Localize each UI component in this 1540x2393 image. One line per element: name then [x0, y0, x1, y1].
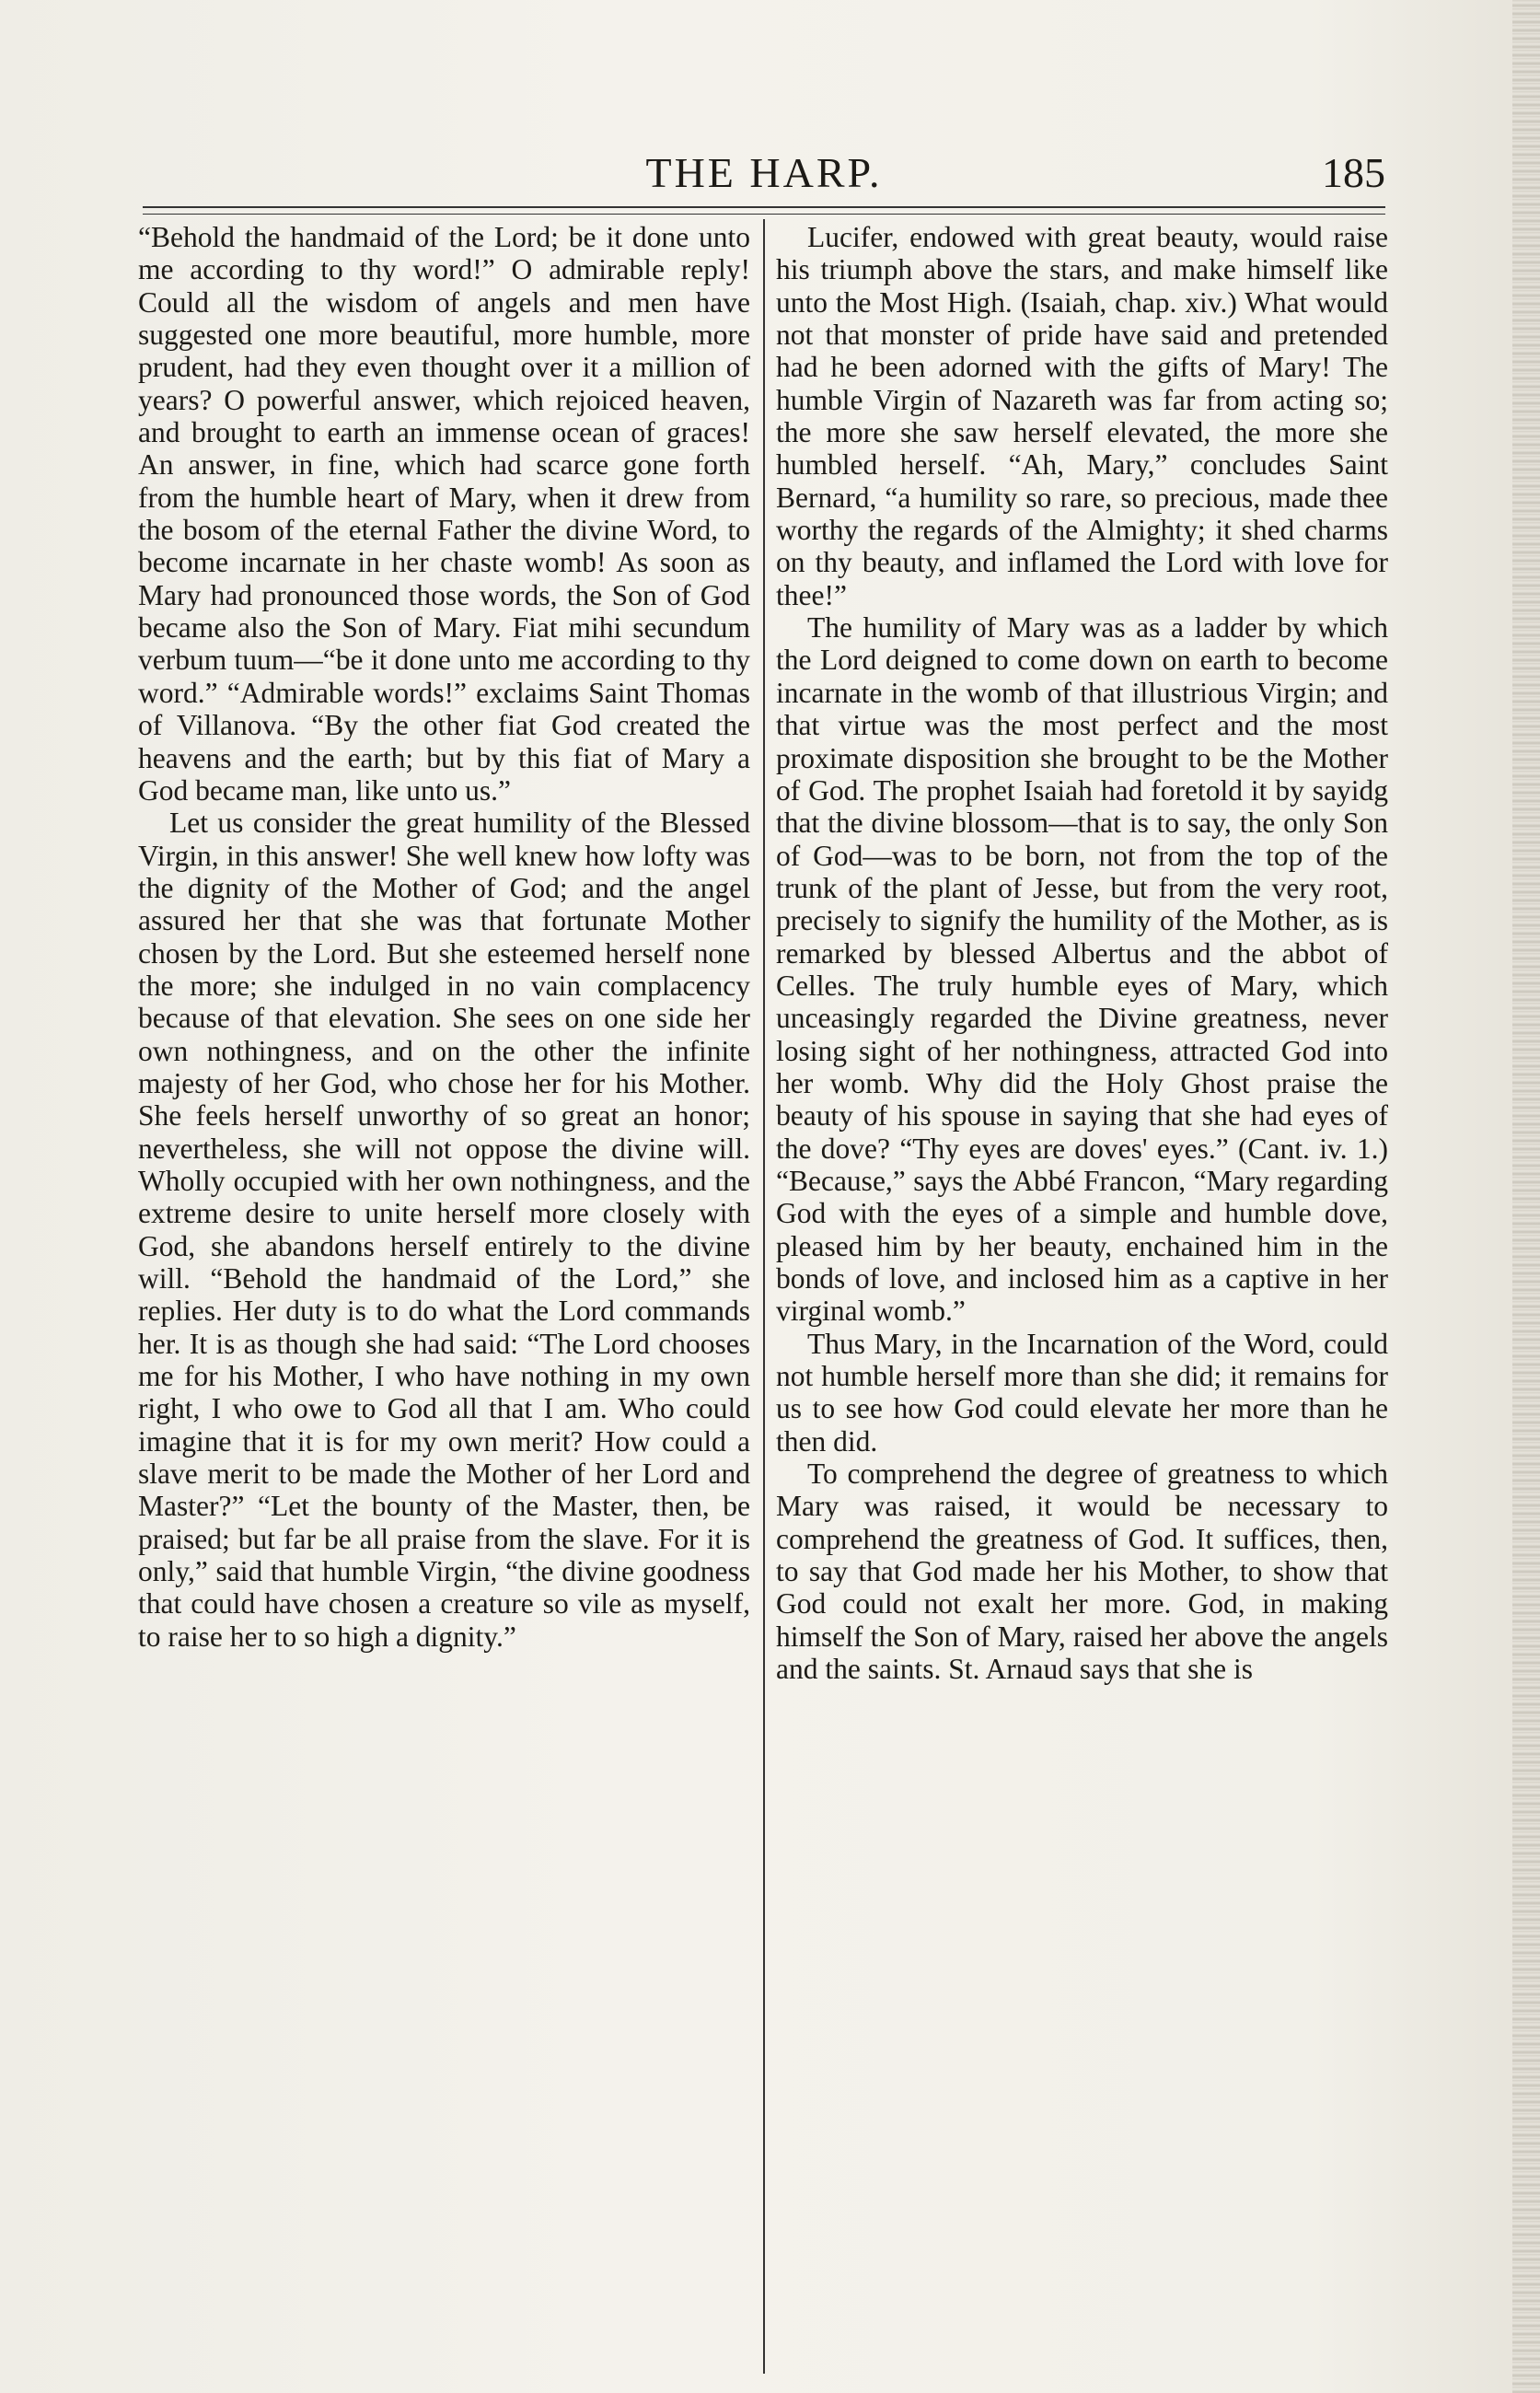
header-rule-thin	[143, 214, 1385, 215]
column-divider	[763, 219, 765, 2374]
paragraph: The humility of Mary was as a ladder by which the Lord deigned to come down on earth to become incarnate in the womb of that illustrious Virgin; and that virtue was the most perfect and the most proximate disposition she brought to be the Mother of God. The prophet Isaiah had foretold it by sayidg that the divine blossom—that is to say, the only Son of God—was to be born, not from the top of the trunk of the plant of Jesse, but from the very root, precisely to signify the humility of the Mother, as is remarked by blessed Albertus and the abbot of Celles. The truly humble eyes of Mary, which unceasingly regarded the Divine greatness, never losing sight of her nothingness, attracted God into her womb. Why did the Holy Ghost praise the beauty of his spouse in saying that she had eyes of the dove? “Thy eyes are doves' eyes.” (Cant. iv. 1.) “Because,” says the Abbé Francon, “Mary regarding God with the eyes of a simple and humble dove, pleased him by her beauty, enchained him in the bonds of love, and inclosed him as a captive in her virginal womb.”	[776, 611, 1388, 1328]
paragraph: Let us consider the great humility of the Blessed Virgin, in this answer! She well knew how lofty was the dignity of the Mother of God; and the angel assured her that she was that fortunate Mother chosen by the Lord. But she esteemed herself none the more; she indulged in no vain complacency because of that elevation. She sees on one side her own nothingness, and on the other the infinite majesty of her God, who chose her for his Mother. She feels herself unworthy of so great an honor; nevertheless, she will not oppose the divine will. Wholly occupied with her own nothingness, and the extreme desire to unite herself more closely with God, she abandons herself entirely to the divine will. “Behold the handmaid of the Lord,” she replies. Her duty is to do what the Lord commands her. It is as though she had said: “The Lord chooses me for his Mother, I who have nothing in my own right, I who owe to God all that I am. Who could imagine that it is for my own merit? How could a slave merit to be made the Mother of her Lord and Master?” “Let the bounty of the Master, then, be praised; but far be all praise from the slave. For it is only,” said that humble Virgin, “the divine goodness that could have chosen a creature so vile as myself, to raise her to so high a dignity.”	[138, 807, 750, 1653]
page-number: 185	[1322, 149, 1385, 196]
paragraph: To comprehend the degree of greatness to which Mary was raised, it would be necessary to comprehend the greatness of God. It suffices, then, to say that God made her his Mother, to show that God could not exalt her more. God, in making himself the Son of Mary, raised her above the angels and the saints. St. Arnaud says that she is	[776, 1458, 1388, 1686]
header-rule-thick	[143, 206, 1385, 208]
paragraph: Thus Mary, in the Incarnation of the Word, could not humble herself more than she did; it remains for us to see how God could elevate her more than he then did.	[776, 1327, 1388, 1458]
left-column	[138, 221, 750, 1653]
right-column	[776, 221, 1388, 1685]
paragraph: Lucifer, endowed with great beauty, would raise his triumph above the stars, and make himself like unto the Most High. (Isaiah, chap. xiv.) What would not that monster of pride have said and pretended had he been adorned with the gifts of Mary! The humble Virgin of Nazareth was far from acting so; the more she saw herself elevated, the more she humbled herself. “Ah, Mary,” concludes Saint Bernard, “a humility so rare, so precious, made thee worthy the regards of the Almighty; it shed charms on thy beauty, and inflamed the Lord with love for thee!”	[776, 221, 1388, 611]
publication-title: THE HARP.	[645, 149, 883, 196]
page-header	[143, 147, 1385, 203]
page-edge	[1512, 0, 1540, 2393]
paragraph: “Behold the handmaid of the Lord; be it done unto me according to thy word!” O admirable reply! Could all the wisdom of angels and men have suggested one more beautiful, more humble, more prudent, had they even thought over it a million of years? O powerful answer, which rejoiced heaven, and brought to earth an immense ocean of graces! An answer, in fine, which had scarce gone forth from the humble heart of Mary, when it drew from the bosom of the eternal Father the divine Word, to become incarnate in her chaste womb! As soon as Mary had pronounced those words, the Son of God became also the Son of Mary. Fiat mihi secundum verbum tuum—“be it done unto me according to thy word.” “Admirable words!” exclaims Saint Thomas of Villanova. “By the other fiat God created the heavens and the earth; but by this fiat of Mary a God became man, like unto us.”	[138, 221, 750, 807]
